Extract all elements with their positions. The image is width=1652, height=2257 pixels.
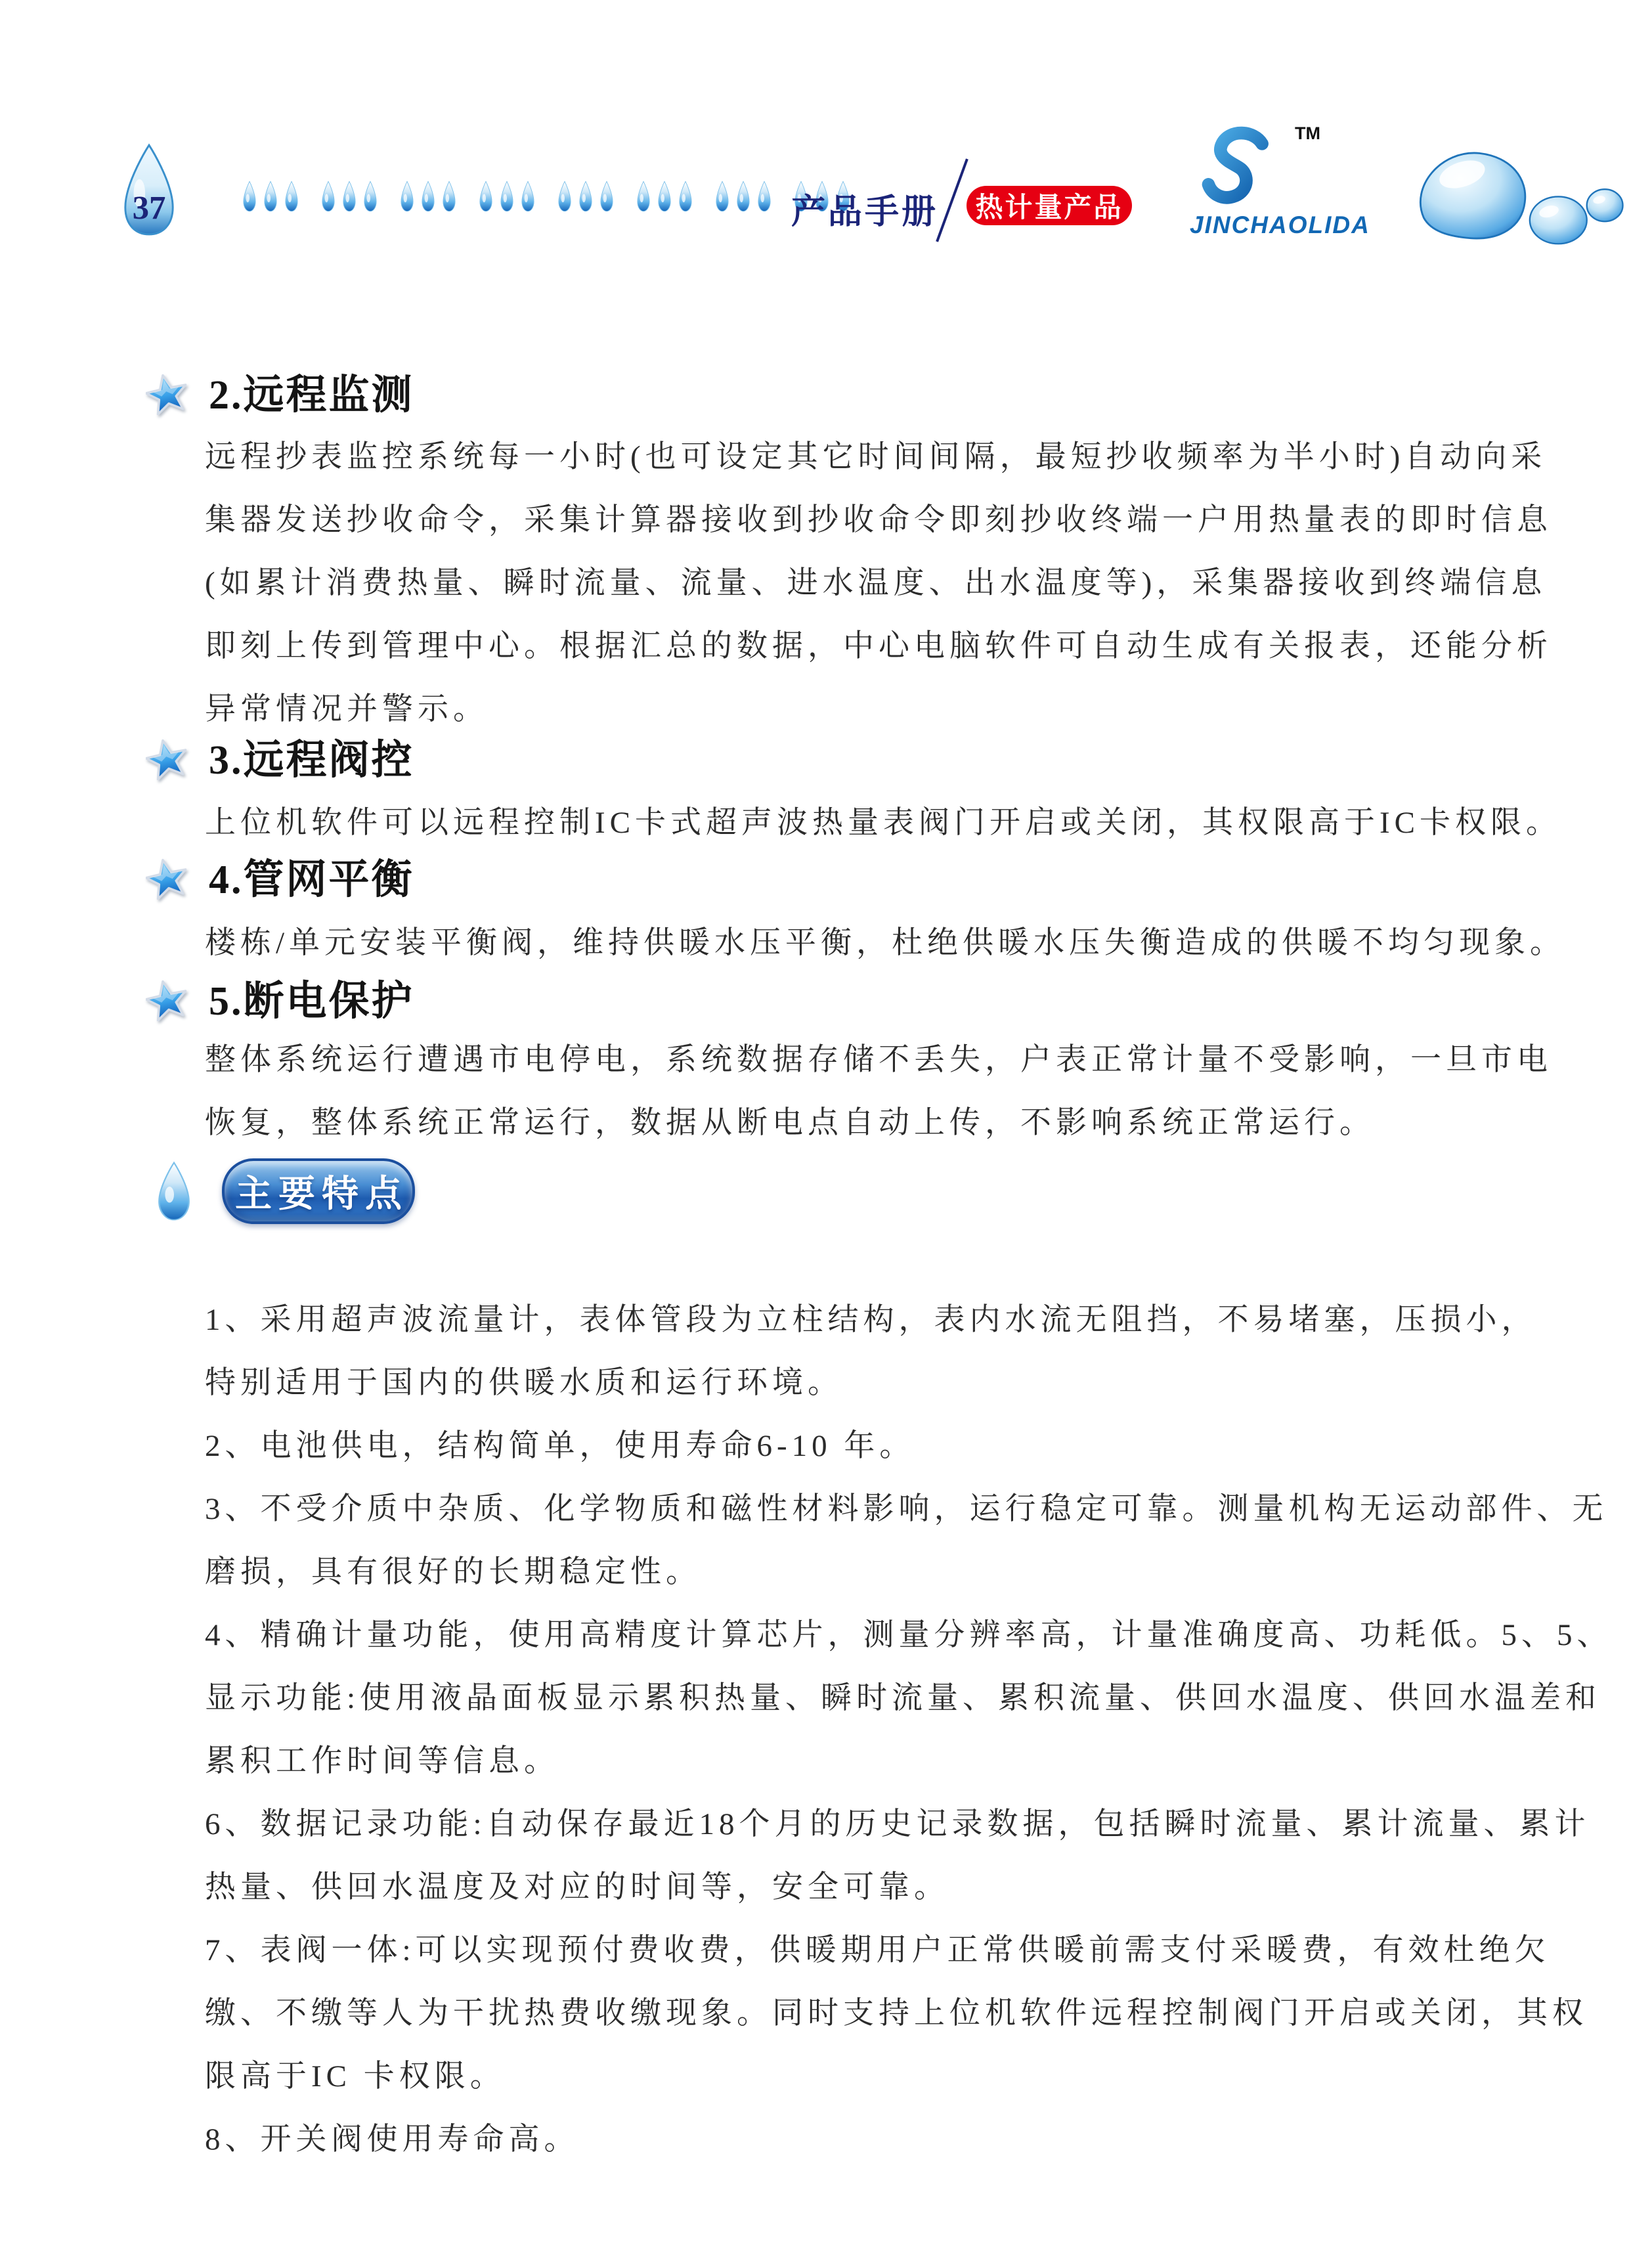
- water-drop-icon: [600, 180, 613, 213]
- manual-title: 产品手册: [791, 194, 939, 231]
- droplet-group: [479, 180, 542, 213]
- water-drops-graphic: [1405, 141, 1628, 252]
- category-badge-label: 热计量产品: [975, 193, 1123, 223]
- text-line: 3、不受介质中杂质、化学物质和磁性材料影响，运行稳定可靠。测量机构无运动部件、无: [205, 1492, 1608, 1526]
- water-drop-icon: [401, 180, 414, 213]
- water-drop-icon: [243, 180, 256, 213]
- droplet-group: [558, 180, 621, 213]
- droplet-group: [637, 180, 700, 213]
- text-line: 累积工作时间等信息。: [205, 1744, 559, 1778]
- star-icon: [146, 858, 188, 900]
- text-line: 8、开关阀使用寿命高。: [205, 2122, 580, 2157]
- section-title-remote-monitoring: [209, 369, 414, 422]
- text-line: 集器发送抄收命令，采集计算器接收到抄收命令即刻抄收终端一户用热量表的即时信息: [205, 503, 1552, 537]
- page-number: 37: [132, 189, 166, 227]
- text-line: 楼栋/单元安装平衡阀，维持供暖水压平衡，杜绝供暖水压失衡造成的供暖不均匀现象。: [205, 926, 1566, 960]
- water-drop-icon: [737, 180, 750, 213]
- water-drop-icon: [758, 180, 771, 213]
- text-line: 恢复，整体系统正常运行，数据从断电点自动上传，不影响系统正常运行。: [205, 1106, 1375, 1140]
- text-line: 6、数据记录功能:自动保存最近18个月的历史记录数据，包括瞬时流量、累计流量、累计: [205, 1807, 1590, 1841]
- text-line: 4、精确计量功能，使用高精度计算芯片，测量分辨率高，计量准确度高、功耗低。5、5、: [205, 1618, 1613, 1652]
- section-title-text: 4.管网平衡: [209, 858, 414, 902]
- water-drop-icon: [479, 180, 492, 213]
- droplet-group: [716, 180, 779, 213]
- droplet-group: [322, 180, 385, 213]
- water-drop-icon: [637, 180, 650, 213]
- water-drop-icon: [364, 180, 377, 213]
- section-title-text: 5.断电保护: [209, 979, 414, 1024]
- page-number-drop: [120, 143, 178, 236]
- text-line: 异常情况并警示。: [205, 692, 489, 726]
- trademark-symbol: TM: [1295, 123, 1320, 143]
- water-drop-icon: [264, 180, 277, 213]
- text-line: 远程抄表监控系统每一小时(也可设定其它时间间隔，最短抄收频率为半小时)自动向采: [205, 440, 1547, 474]
- text-line: 2、电池供电，结构简单，使用寿命6-10 年。: [205, 1429, 915, 1463]
- section-title-remote-valve-control: [209, 734, 414, 787]
- text-line: 限高于IC 卡权限。: [205, 2059, 506, 2093]
- section-title-text: 3.远程阀控: [209, 738, 414, 783]
- water-drop-icon: [443, 180, 456, 213]
- water-drop-icon: [658, 180, 671, 213]
- features-header: [158, 1158, 415, 1224]
- brand-s-logo-icon: [1200, 126, 1279, 208]
- section-paragraph-pipe-network-balance: [205, 911, 1590, 975]
- category-badge: [967, 186, 1132, 225]
- droplet-group: [243, 180, 306, 213]
- water-drop-icon: [500, 180, 513, 213]
- section-paragraph-power-failure-protection: [205, 1028, 1590, 1154]
- water-drop-icon: [716, 180, 729, 213]
- text-line: 即刻上传到管理中心。根据汇总的数据，中心电脑软件可自动生成有关报表，还能分析: [205, 629, 1552, 663]
- water-drop-icon: [285, 180, 298, 213]
- text-line: (如累计消费热量、瞬时流量、流量、进水温度、出水温度等)，采集器接收到终端信息: [205, 566, 1547, 600]
- header-slash-divider: [936, 158, 968, 242]
- water-drop-icon: [343, 180, 356, 213]
- droplet-group: [401, 180, 464, 213]
- text-line: 7、表阀一体:可以实现预付费收费，供暖期用户正常供暖前需支付采暖费，有效杜绝欠: [205, 1933, 1550, 1967]
- main-features-label: 主要特点: [235, 1174, 408, 1215]
- droplet-ruler: [243, 176, 873, 213]
- water-drop-icon: [558, 180, 571, 213]
- water-drop-icon: [158, 1160, 190, 1222]
- water-drop-icon: [679, 180, 692, 213]
- water-drop-icon: [322, 180, 335, 213]
- section-title-pipe-network-balance: [209, 854, 414, 906]
- text-line: 特别适用于国内的供暖水质和运行环境。: [205, 1366, 843, 1400]
- text-line: 显示功能:使用液晶面板显示累积热量、瞬时流量、累积流量、供回水温度、供回水温差和: [205, 1681, 1601, 1715]
- star-icon: [146, 373, 188, 415]
- features-list: [205, 1288, 1613, 2171]
- section-title-power-failure-protection: [209, 975, 414, 1028]
- text-line: 整体系统运行遭遇市电停电，系统数据存储不丢失，户表正常计量不受影响，一旦市电: [205, 1043, 1552, 1077]
- star-icon: [146, 979, 188, 1021]
- text-line: 1、采用超声波流量计，表体管段为立柱结构，表内水流无阻挡，不易堵塞，压损小，: [205, 1303, 1537, 1337]
- water-drop-icon: [422, 180, 435, 213]
- water-drop-icon: [579, 180, 592, 213]
- star-icon: [146, 738, 188, 780]
- section-title-text: 2.远程监测: [209, 373, 414, 418]
- text-line: 缴、不缴等人为干扰热费收缴现象。同时支持上位机软件远程控制阀门开启或关闭，其权: [205, 1996, 1588, 2030]
- main-features-title-button: [222, 1158, 415, 1224]
- text-line: 磨损，具有很好的长期稳定性。: [205, 1555, 701, 1589]
- section-paragraph-remote-valve-control: [205, 791, 1590, 854]
- text-line: 热量、供回水温度及对应的时间等，安全可靠。: [205, 1870, 949, 1904]
- brand-name: JINCHAOLIDA: [1190, 211, 1370, 238]
- water-drop-icon: [521, 180, 534, 213]
- section-paragraph-remote-monitoring: [205, 426, 1590, 741]
- text-line: 上位机软件可以远程控制IC卡式超声波热量表阀门开启或关闭，其权限高于IC卡权限。: [205, 806, 1561, 840]
